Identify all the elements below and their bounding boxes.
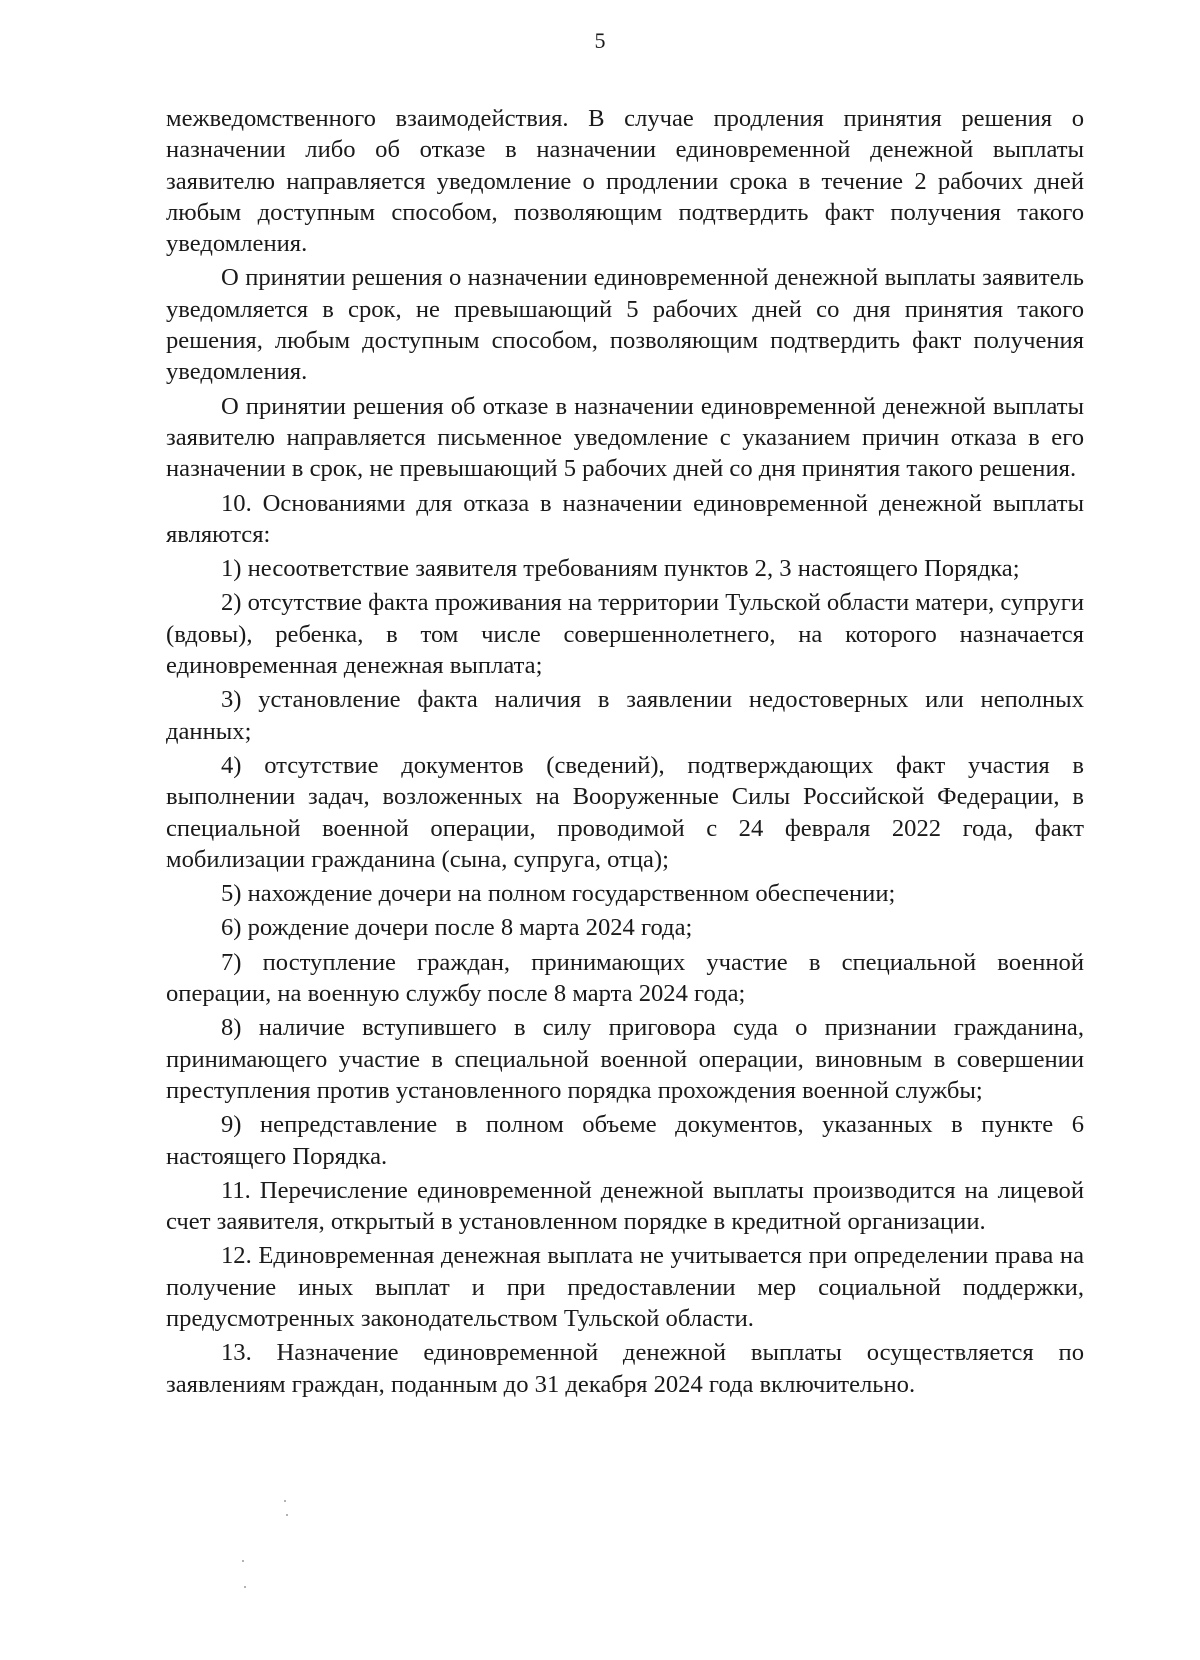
- list-item: 8) наличие вступившего в силу приговора суда о признании гражданина, принимающего участие в специальной военной операции, виновным в совершении преступления против установленного порядка прохождения военной службы;: [166, 1014, 1084, 1104]
- paragraph: 13. Назначение единовременной денежной выплаты осуществляется по заявлениям граждан, поданным до 31 декабря 2024 года включительно.: [166, 1339, 1084, 1398]
- paragraph: О принятии решения о назначении единовременной денежной выплаты заявитель уведомляется в срок, не превышающий 5 рабочих дней со дня принятия такого решения, любым доступным способом, позволяющим подтвердить факт получения уведомления.: [166, 264, 1084, 386]
- list-item: 9) непредставление в полном объеме документов, указанных в пункте 6 настоящего Порядка.: [166, 1111, 1084, 1170]
- list-item: 3) установление факта наличия в заявлении недостоверных или неполных данных;: [166, 686, 1084, 745]
- scan-speck: [242, 1560, 244, 1562]
- paragraph: 11. Перечисление единовременной денежной выплаты производится на лицевой счет заявителя, открытый в установленном порядке в кредитной организации.: [166, 1176, 1084, 1236]
- list-item: 4) отсутствие документов (сведений), подтверждающих факт участия в выполнении задач, возложенных на Вооруженные Силы Российской Федерации, в специальной военной операции, проводимой с 24 февраля 2022 года, факт мобилизации гражданина (сына, супруга, отца);: [166, 751, 1084, 873]
- paragraph: О принятии решения об отказе в назначении единовременной денежной выплаты заявителю направляется письменное уведомление с указанием причин отказа в его назначении в срок, не превышающий 5 рабочих дней со дня принятия такого решения.: [166, 392, 1084, 483]
- list-item: 5) нахождение дочери на полном государственном обеспечении;: [221, 880, 896, 908]
- scan-speck: [284, 1500, 286, 1502]
- scan-speck: [244, 1586, 246, 1588]
- document-body: [166, 103, 1084, 1400]
- scan-speck: [286, 1514, 288, 1516]
- paragraph: 12. Единовременная денежная выплата не учитывается при определении права на получение иных выплат и при предоставлении мер социальной поддержки, предусмотренных законодательством Тульской области.: [166, 1242, 1084, 1332]
- list-item: 1) несоответствие заявителя требованиям пунктов 2, 3 настоящего Порядка;: [221, 555, 1020, 583]
- list-item: 2) отсутствие факта проживания на территории Тульской области матери, супруги (вдовы), ребенка, в том числе совершеннолетнего, на которого назначается единовременная денежная выплата;: [166, 589, 1084, 680]
- list-item: 6) рождение дочери после 8 марта 2024 года;: [221, 914, 693, 942]
- page-number: 5: [594, 28, 606, 53]
- list-item: 7) поступление граждан, принимающих участие в специальной военной операции, на военную службу после 8 марта 2024 года;: [166, 948, 1084, 1008]
- paragraph: межведомственного взаимодействия. В случае продления принятия решения о назначении либо об отказе в назначении единовременной денежной выплаты заявителю направляется уведомление о продлении срока в течение 2 рабочих дней любым доступным способом, позволяющим подтвердить факт получения такого уведомления.: [166, 105, 1084, 258]
- scan-specks: [240, 1500, 300, 1600]
- paragraph: 10. Основаниями для отказа в назначении единовременной денежной выплаты являются:: [166, 489, 1084, 548]
